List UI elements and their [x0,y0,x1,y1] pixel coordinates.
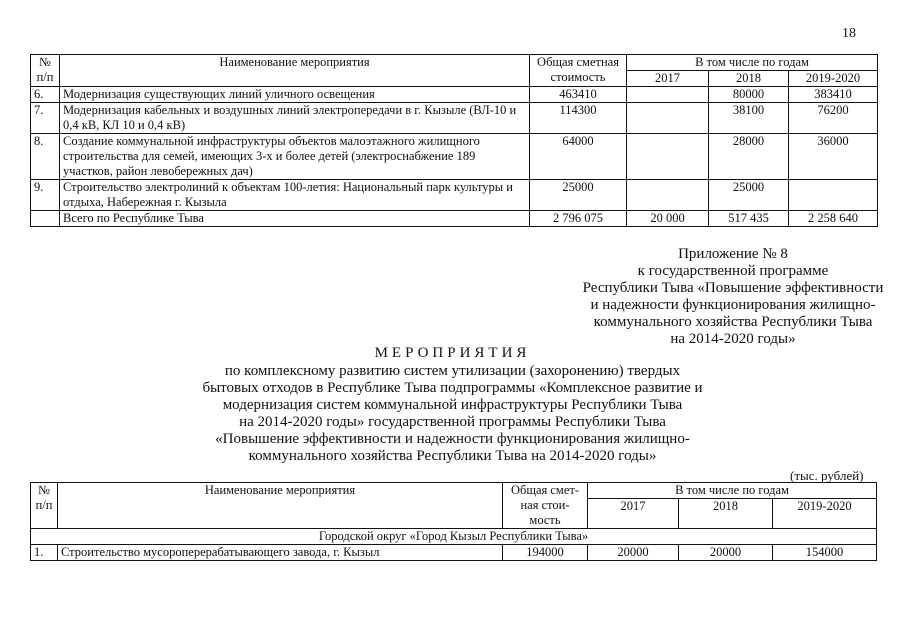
appendix-line: Республики Тыва «Повышение эффективности [582,280,884,296]
row-2018: 517 435 [709,211,789,227]
row-2018: 20000 [679,545,773,561]
row-2017 [627,134,709,180]
row-2017: 20 000 [627,211,709,227]
row-2018: 28000 [709,134,789,180]
header-year: 2017 [588,499,679,529]
header-year: 2018 [679,499,773,529]
row-total: 25000 [530,180,627,211]
row-2017 [627,87,709,103]
row-2019-2020: 154000 [773,545,877,561]
row-2017: 20000 [588,545,679,561]
header-num: № п/п [31,55,60,87]
row-name: Модернизация кабельных и воздушных линий электропередачи в г. Кызыле (ВЛ-10 и 0,4 кВ, КЛ 10 и 0,4 кВ) [60,103,530,134]
table-1 [30,54,878,227]
section-subtitle [0,363,905,465]
header-year: 2018 [709,71,789,87]
header-name: Наименование мероприятия [60,55,530,87]
row-total: 194000 [503,545,588,561]
row-total: 64000 [530,134,627,180]
table-row [31,545,877,561]
row-name: Строительство мусороперерабатывающего завода, г. Кызыл [58,545,503,561]
row-2017 [627,180,709,211]
row-2018: 80000 [709,87,789,103]
subtitle-line: коммунального хозяйства Республики Тыва на 2014-2020 годы» [248,448,657,464]
row-name: Модернизация существующих линий уличного освещения [60,87,530,103]
header-year: 2017 [627,71,709,87]
row-total: 2 796 075 [530,211,627,227]
table-row [31,134,878,180]
row-2019-2020: 383410 [789,87,878,103]
table-2 [30,482,877,561]
row-name: Всего по Республике Тыва [60,211,530,227]
row-name: Создание коммунальной инфраструктуры объектов малоэтажного жилищного строительства для семей, имеющих 3-х и более детей (электроснабжение 189 участков, район левобережных дач) [60,134,530,180]
row-total: 463410 [530,87,627,103]
row-num: 9. [31,180,60,211]
header-num: № п/п [31,483,58,529]
appendix-line: к государственной программе [637,263,829,279]
section-label: Городской округ «Город Кызыл Республики Тыва» [31,529,877,545]
section-row [31,529,877,545]
row-num: 7. [31,103,60,134]
row-2017 [627,103,709,134]
header-years-group: В том числе по годам [588,483,877,499]
header-year: 2019-2020 [789,71,878,87]
header-years-group: В том числе по годам [627,55,878,71]
row-num [31,211,60,227]
row-2019-2020: 2 258 640 [789,211,878,227]
subtitle-line: «Повышение эффективности и надежности функционирования жилищно- [215,431,690,447]
appendix-line: Приложение № 8 [678,246,788,262]
appendix-line: и надежности функционирования жилищно- [590,297,876,313]
row-name: Строительство электролиний к объектам 100-летия: Национальный парк культуры и отдыха, Набережная г. Кызыла [60,180,530,211]
subtitle-line: по комплексному развитию систем утилизации (захоронению) твердых [224,363,681,379]
row-total: 114300 [530,103,627,134]
units-label: (тыс. рублей) [790,468,864,483]
subtitle-line: на 2014-2020 годы» государственной программы Республики Тыва [239,414,666,430]
row-2018: 38100 [709,103,789,134]
subtitle-line: модернизация систем коммунальной инфраструктуры Республики Тыва [222,397,683,413]
header-total: Общая смет-ная стои-мость [503,483,588,529]
table-row [31,87,878,103]
row-2019-2020 [789,180,878,211]
table-row [31,180,878,211]
table-row [31,103,878,134]
row-num: 1. [31,545,58,561]
page-number: 18 [842,26,856,41]
row-2019-2020: 76200 [789,103,878,134]
appendix-line: на 2014-2020 годы» [670,331,796,347]
row-2019-2020: 36000 [789,134,878,180]
table-total-row [31,211,878,227]
row-num: 6. [31,87,60,103]
header-total: Общая сметная стоимость [530,55,627,87]
row-num: 8. [31,134,60,180]
header-name: Наименование мероприятия [58,483,503,529]
subtitle-line: бытовых отходов в Республике Тыва подпрограммы «Комплексное развитие и [202,380,703,396]
header-year: 2019-2020 [773,499,877,529]
row-2018: 25000 [709,180,789,211]
appendix-note [548,246,905,348]
appendix-line: коммунального хозяйства Республики Тыва [593,314,873,330]
section-title: МЕРОПРИЯТИЯ [374,345,531,361]
